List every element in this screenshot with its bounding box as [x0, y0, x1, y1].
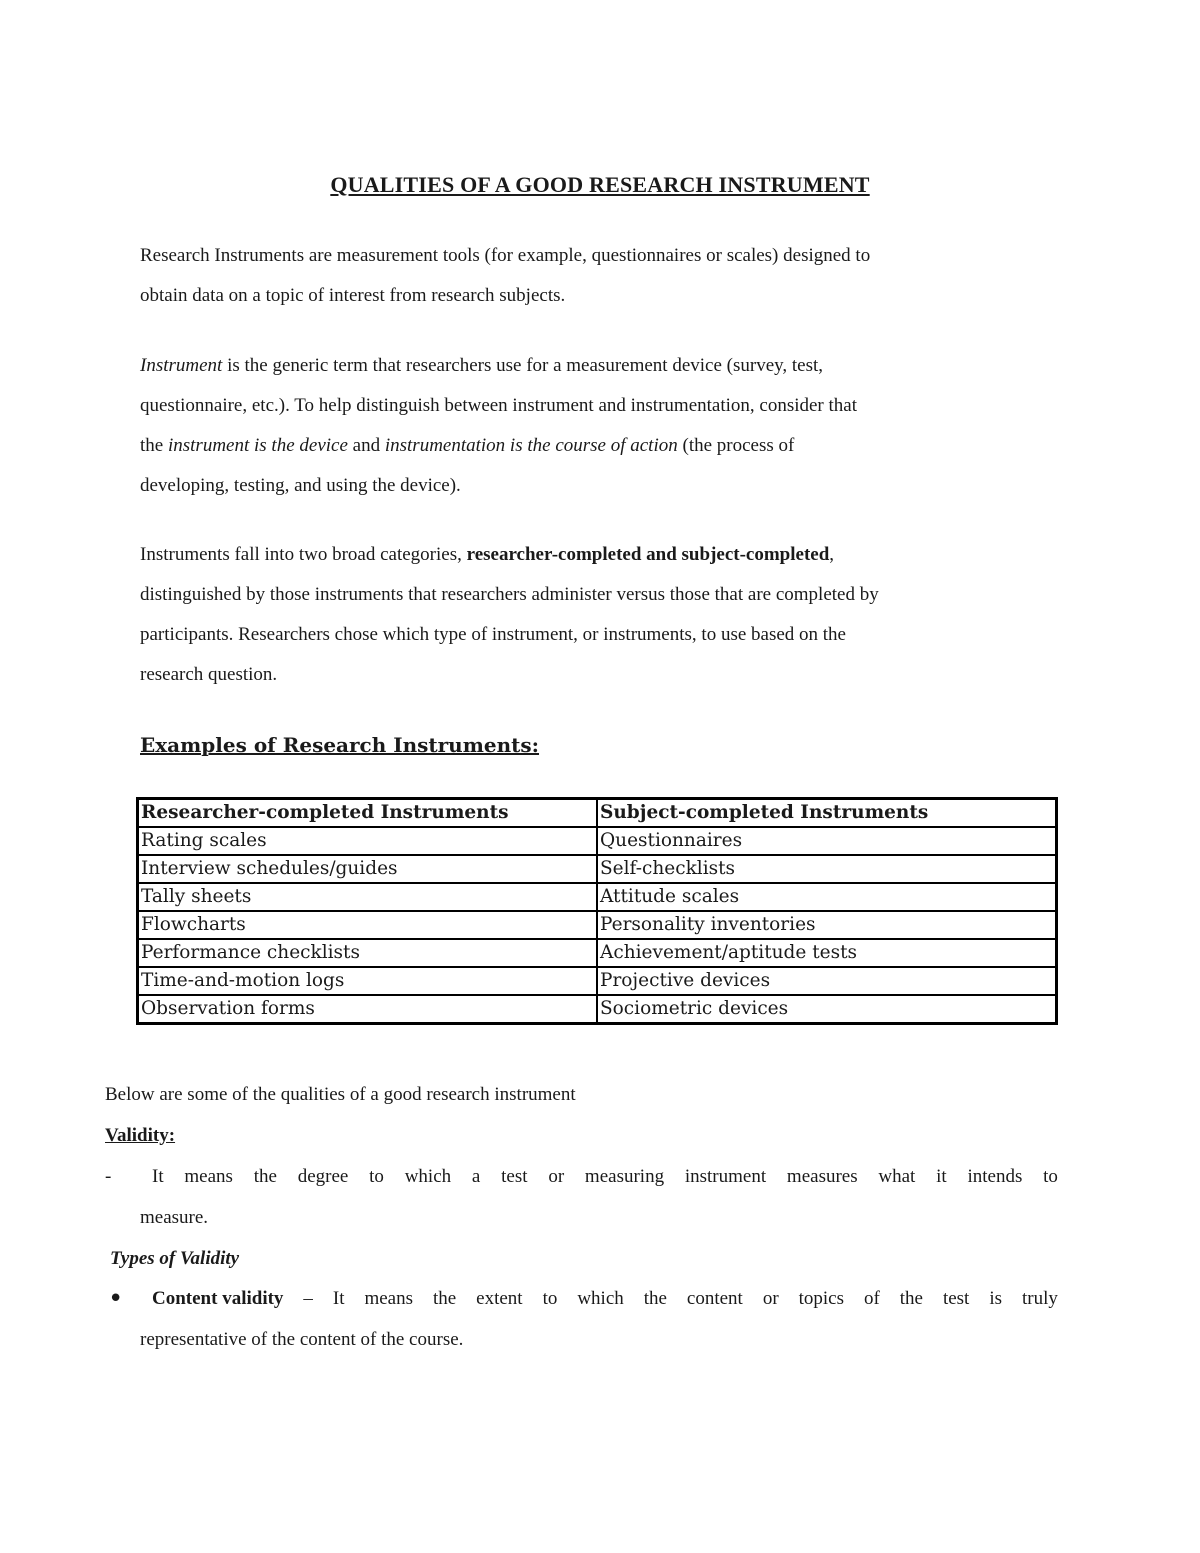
intro-line: obtain data on a topic of interest from research subjects. — [140, 285, 566, 306]
paragraph-line — [140, 535, 1070, 575]
paragraph-line — [140, 346, 1070, 386]
word: to — [542, 1288, 558, 1309]
text-run: Instruments fall into two broad categories, — [140, 544, 467, 565]
word: test — [501, 1166, 528, 1187]
text-run: and — [347, 435, 385, 456]
text-run: the — [140, 435, 168, 456]
word: the — [643, 1288, 667, 1309]
table-header-row — [138, 799, 1057, 828]
table-cell: Interview schedules/guides — [138, 855, 598, 883]
table-row — [138, 855, 1057, 883]
word: of — [863, 1288, 880, 1309]
table-row — [138, 967, 1057, 995]
paragraph-line: questionnaire, etc.). To help distinguish between instrument and instrumentation, consider that — [140, 395, 857, 416]
page-title: QUALITIES OF A GOOD RESEARCH INSTRUMENT — [330, 172, 870, 197]
table-cell: Projective devices — [597, 967, 1057, 995]
intro-paragraph — [140, 236, 1070, 316]
validity-definition-line — [152, 1166, 1058, 1188]
word: degree — [297, 1166, 349, 1187]
word: is — [989, 1288, 1002, 1309]
word: measures — [786, 1166, 858, 1187]
below-text: Below are some of the qualities of a good research instrument — [105, 1084, 576, 1105]
word: what — [878, 1166, 916, 1187]
table-row — [138, 883, 1057, 911]
word: topics — [798, 1288, 844, 1309]
validity-definition-line: measure. — [140, 1207, 209, 1228]
table-cell: Tally sheets — [138, 883, 598, 911]
table-row — [138, 827, 1057, 855]
word: content — [686, 1288, 743, 1309]
content-validity-line — [152, 1288, 1058, 1310]
word: It — [152, 1166, 164, 1187]
instruments-table — [136, 797, 1058, 1025]
bold-text: researcher-completed and subject-completed — [466, 544, 830, 565]
word: measuring — [584, 1166, 665, 1187]
intro-line: Research Instruments are measurement tools (for example, questionnaires or scales) designed to — [140, 245, 871, 266]
table-cell: Observation forms — [138, 995, 598, 1024]
categories-paragraph — [140, 535, 1070, 695]
word: means — [364, 1288, 413, 1309]
text-run: is the generic term that researchers use for a measurement device (survey, test, — [222, 355, 824, 376]
word: or — [548, 1166, 565, 1187]
text-run: , — [829, 544, 835, 565]
word: the — [899, 1288, 923, 1309]
table-cell: Sociometric devices — [597, 995, 1057, 1024]
paragraph-line — [140, 426, 1070, 466]
italic-text: instrumentation is the course of action — [384, 435, 678, 456]
table-row — [138, 911, 1057, 939]
word: which — [577, 1288, 624, 1309]
examples-heading: Examples of Research Instruments: — [140, 733, 540, 757]
word: it — [936, 1166, 947, 1187]
table-cell: Self-checklists — [597, 855, 1057, 883]
table-cell: Rating scales — [138, 827, 598, 855]
text-run: (the process of — [677, 435, 795, 456]
types-of-validity-heading: Types of Validity — [110, 1248, 240, 1269]
validity-heading: Validity: — [105, 1125, 176, 1146]
paragraph-line: distinguished by those instruments that researchers administer versus those that are completed by — [140, 584, 879, 605]
dash-marker: - — [105, 1166, 112, 1187]
table-row — [138, 995, 1057, 1024]
word: It — [332, 1288, 345, 1309]
word: to — [1043, 1166, 1058, 1187]
bullet-icon: • — [108, 1284, 124, 1314]
word: means — [184, 1166, 233, 1187]
table-header-cell: Researcher-completed Instruments — [138, 799, 598, 828]
word: extent — [476, 1288, 523, 1309]
table-cell: Time-and-motion logs — [138, 967, 598, 995]
paragraph-line: participants. Researchers chose which type of instrument, or instruments, to use based on the — [140, 624, 846, 645]
table-cell: Personality inventories — [597, 911, 1057, 939]
table-cell: Flowcharts — [138, 911, 598, 939]
table-cell: Achievement/aptitude tests — [597, 939, 1057, 967]
table-cell: Questionnaires — [597, 827, 1057, 855]
word: a — [471, 1166, 481, 1187]
word: the — [253, 1166, 277, 1187]
word: the — [432, 1288, 457, 1309]
paragraph-line: research question. — [140, 664, 278, 685]
italic-text: Instrument — [140, 355, 223, 376]
word: – — [303, 1288, 313, 1309]
word: test — [942, 1288, 970, 1309]
content-validity-label: Content validity — [152, 1288, 284, 1309]
table-row — [138, 939, 1057, 967]
word: intends — [967, 1166, 1023, 1187]
paragraph-line: developing, testing, and using the device). — [140, 475, 461, 496]
table-header-cell: Subject-completed Instruments — [597, 799, 1057, 828]
italic-text: instrument is the device — [167, 435, 348, 456]
word: truly — [1021, 1288, 1058, 1309]
table-cell: Attitude scales — [597, 883, 1057, 911]
word: which — [404, 1166, 452, 1187]
word: instrument — [684, 1166, 767, 1187]
word: or — [762, 1288, 779, 1309]
content-validity-line: representative of the content of the course. — [140, 1329, 464, 1350]
instrument-paragraph — [140, 346, 1070, 506]
table-cell: Performance checklists — [138, 939, 598, 967]
word: to — [369, 1166, 384, 1187]
